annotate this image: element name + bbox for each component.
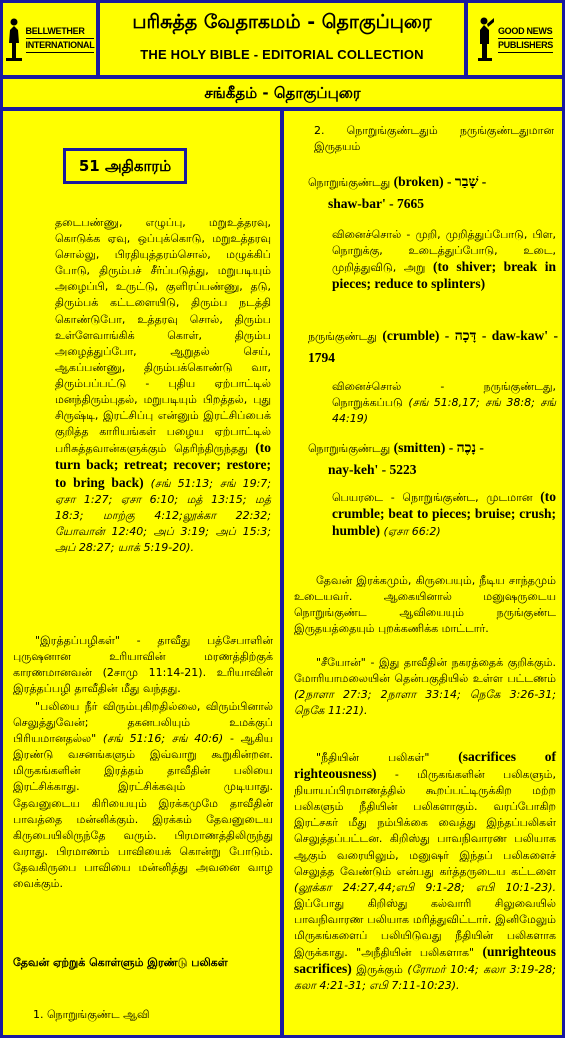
title-panel: [97, 0, 467, 78]
right-column: [281, 108, 565, 1038]
righteousness-text: - மிருகங்களின் பலிகளும், நியாயப்பிரமாணத்தில் கூறப்பட்டிருக்கிற மற்ற பலிகளும் நீதியின் பலிகளாகும். வரப்போகிற இரட்சகர் மீது நம்பிக்கை வைத்து இந்தப்பலிகள் செலுத்தப்பட்டன. கிறிஸ்து பாவநிவாரண பலியாக ஆகும் வரையிலும், மனுஷர் இந்தப் பலிகளைச் செலுத்த வேண்டும் என்பது கர்த்தருடைய கட்டளை: [294, 768, 557, 878]
word3-hebrew: נָכֶה: [456, 440, 477, 456]
mercy-paragraph: [294, 573, 556, 637]
subheader-title: சங்கீதம் - தொகுப்புரை: [204, 84, 361, 102]
good-news-line2: PUBLISHERS: [498, 39, 553, 53]
list-item-2: [314, 123, 554, 155]
list-item-1: [33, 1007, 273, 1023]
word3-reference: (ஏசா 66:2): [383, 525, 441, 539]
definition-tamil: தடைபண்ணு, எழுப்பு, மறுஉத்தரவு, கொடுக்க ஏவு, ஒப்புக்கொடு, மறுஉத்தரவு சொல்லு, பிரதியுத்தரம்சொல், மழுக்கிப் போடு, திரும்பச் சீர்ப்படுத்து, மறுபடியும் அழைப்பி, உருட்டு, குளிரப்பண்ணு, தடு, திரும்பக் கட்டளையிடு, திரும்ப நடத்தி கொண்டுபோ, உத்தரவு சொல், திரும்ப உள்ளேவாங்கிக் கொள், திரும்ப அழைத்துப்போ, ஆறுதல் செய், ஆகப்பண்ணு, திரும்பக்கொண்டு வா, திரும்பப்பட்டு - புதிய ஏற்பாட்டில் மனந்திரும்புதல், மறுபடியும் பிறத்தல், புது சிருஷ்டி, இரட்சிப்பு என்னும் இரட்சிப்பைக் குறித்த காரியங்கள் பழைய ஏற்பாட்டில் பரிசுத்தவான்களுக்கும் தெரிந்திருந்தது: [55, 216, 271, 456]
righteousness-text-2: இப்போது கிறிஸ்து கல்வாரி சிலுவையில் பாவநிவாரண பலியாக மரித்துவிட்டார். இனிமேலும் மிருகங்களைப் பலியிடுவது நீதியின் பலிகளாக இருக்காது. "அநீதியின் பலிகளாக": [294, 896, 556, 960]
word3-definition-english: (to crumble; beat to pieces; bruise; crush; humble): [332, 489, 556, 539]
definition-references: (சங் 51:13; சங் 19:7; ஏசா 1:27; ஏசா 6:10; மத் 13:15; மத் 18:3; மாற்கு 4:12;லூக்கா 22:32; யோவான் 12:40; அப் 3:19; அப் 15:3; அப் 28:27; யாக் 5:19-20).: [55, 476, 271, 554]
word-entry-crumble: நருங்குண்டது (crumble) - דָּכָה - daw-kaw' - 1794: [308, 328, 558, 365]
word1-definition: [332, 227, 556, 293]
word3-english: (smitten): [393, 440, 446, 455]
list-item-2-text: 2. நொறுங்குண்டதும் நருங்குண்டதுமான இருதயம்: [314, 124, 554, 154]
word-entry-broken: நொறுங்குண்டது (broken) - שָׁבַר - shaw-bar' - 7665: [308, 171, 558, 214]
word-entry-smitten: நொறுங்குண்டது (smitten) - נָכֶה - nay-keh' - 5223: [308, 437, 558, 480]
righteousness-text-3: இருக்கும்: [356, 963, 403, 977]
chapter-label: 51 அதிகாரம்: [78, 157, 172, 175]
title-tamil: பரிசுத்த வேதாகமம் - தொகுப்புரை: [132, 11, 432, 33]
right-logo-panel: [465, 0, 565, 78]
bloodguilt-text: "இரத்தப்பழிகள்" - தாவீது பத்சேபாளின் புருஷனான உரியாவின் மரணத்திற்குக் காரணமானவன் (2சாமு 11:14-21). உரியாவின் இரத்தப்பழி தாவீதின் மீது வந்தது.: [13, 634, 273, 696]
word1-translit: shaw-bar' - 7665: [328, 196, 425, 211]
righteousness-paragraph: [294, 749, 556, 994]
righteousness-references-2: (ரோமர் 10:4; கலா 3:19-28; கலா 4:21-31; எபி 7:11-10:23).: [294, 963, 556, 993]
mercy-text: தேவன் இரக்கமும், கிருபையும், நீடிய சாந்தமும் உடையவர். ஆகையினால் மனுஷருடைய நொறுங்குண்ட ஆவியையும் நருங்குண்ட இருதயத்தையும் புறக்கணிக்க மாட்டார்.: [294, 574, 556, 636]
definition-english: (to turn back; retreat; recover; restore; to bring back): [55, 440, 272, 490]
bellwether-line2: INTERNATIONAL: [26, 39, 95, 53]
bellwether-logo: [3, 3, 96, 75]
good-news-logo: [468, 3, 562, 75]
good-news-line1: GOOD NEWS: [498, 25, 553, 39]
left-column: [0, 108, 283, 1038]
bloodguilt-paragraph: [13, 633, 273, 697]
sacrifice-reference: (சங் 51:16; சங் 40:6): [102, 732, 224, 746]
word-definition-paragraph: [55, 215, 271, 556]
word3-definition-tamil: பெயரடை - நொறுங்குண்ட, முடமான: [332, 491, 533, 504]
word2-tamil: நருங்குண்டது: [308, 330, 377, 343]
bellwether-figure-icon: [5, 17, 23, 61]
word1-english: (broken): [393, 174, 444, 189]
title-english: THE HOLY BIBLE - EDITORIAL COLLECTION: [140, 47, 424, 62]
two-sacrifices-heading: [13, 955, 273, 971]
word2-definition: [332, 379, 556, 427]
zion-text: "சீயோன்" - இது தாவீதின் நகரத்தைக் குறிக்கும். மோரியாமலையின் தென்பகுதியில் உள்ள பட்டணம்: [294, 656, 556, 686]
subheader-panel: [0, 76, 565, 110]
word2-english: (crumble): [382, 328, 440, 343]
word1-tamil: நொறுங்குண்டது: [308, 176, 391, 189]
righteousness-references: (லூக்கா 24:27,44;எபி 9:1-28; எபி 10:1-23).: [294, 880, 556, 894]
bellwether-line1: BELLWETHER: [26, 25, 95, 39]
unrighteous-english: (unrighteous sacrifices): [294, 944, 556, 977]
sacrifice-paragraph: [13, 699, 273, 892]
zion-paragraph: [294, 655, 556, 719]
word2-translit: daw-kaw' - 1794: [308, 328, 558, 365]
word2-references: (சங் 51:8,17; சங் 38:8; சங் 44:19): [332, 396, 556, 426]
word2-definition-tamil: வினைச்சொல் - நருங்குண்டது, நொறுக்கப்படு: [332, 380, 556, 410]
word3-tamil: நொறுங்குண்டது: [308, 442, 391, 455]
sacrifice-quote: "பலியை நீர் விரும்புகிறதில்லை, விரும்பினால் செலுத்துவேன்; தகனபலியும் உமக்குப் பிரியமானதல்ல": [13, 700, 273, 746]
word3-definition: [332, 489, 556, 540]
word1-definition-english: (to shiver; break in pieces; reduce to splinters): [332, 259, 556, 292]
word3-translit: nay-keh' - 5223: [328, 462, 417, 477]
chapter-box: [63, 148, 187, 184]
righteousness-quote: "நீதியின் பலிகள்": [316, 751, 430, 764]
word2-hebrew: דָּכָה: [454, 328, 477, 344]
word1-hebrew: שָׁבַר: [454, 174, 479, 190]
list-item-1-text: 1. நொறுங்குண்ட ஆவி: [33, 1008, 150, 1021]
sacrifice-text: - ஆகிய இரண்டு வசனங்களும் இவ்வாறு கூறுகின்றன. மிருகங்களின் இரத்தம் தாவீதின் பலியை இரட்சிக்காது. இரட்சிக்கவும் முடியாது. தேவனுடைய கிரியையும் இரக்கமுமே தாவீதின் பாவத்தை மன்னிக்கும். இரக்கம் தேவனுடைய கிருபையிலிருந்தே வரும். பிரமாணத்திலிருந்து வராது. பிரமாணம் பாவியைக் கொன்று போடும். தேவகிருபை பாவியை மன்னித்து அவனை வாழ வைக்கும்.: [13, 732, 274, 891]
righteousness-english: (sacrifices of righteousness): [294, 749, 556, 782]
zion-references: (2நாளா 27:3; 2நாளா 33:14; நெகே 3:26-31; நெகே 11:21).: [294, 688, 556, 718]
word1-definition-tamil: வினைச்சொல் - முறி, முறித்துப்போடு, பிள, நொறுக்கு, உடைத்துப்போடு, உடை, முறித்துவிடு, அறு: [332, 228, 556, 275]
left-logo-panel: [0, 0, 99, 78]
two-sacrifices-text: தேவன் ஏற்றுக் கொள்ளும் இரண்டு பலிகள்: [13, 956, 228, 969]
trumpet-figure-icon: [477, 16, 495, 62]
